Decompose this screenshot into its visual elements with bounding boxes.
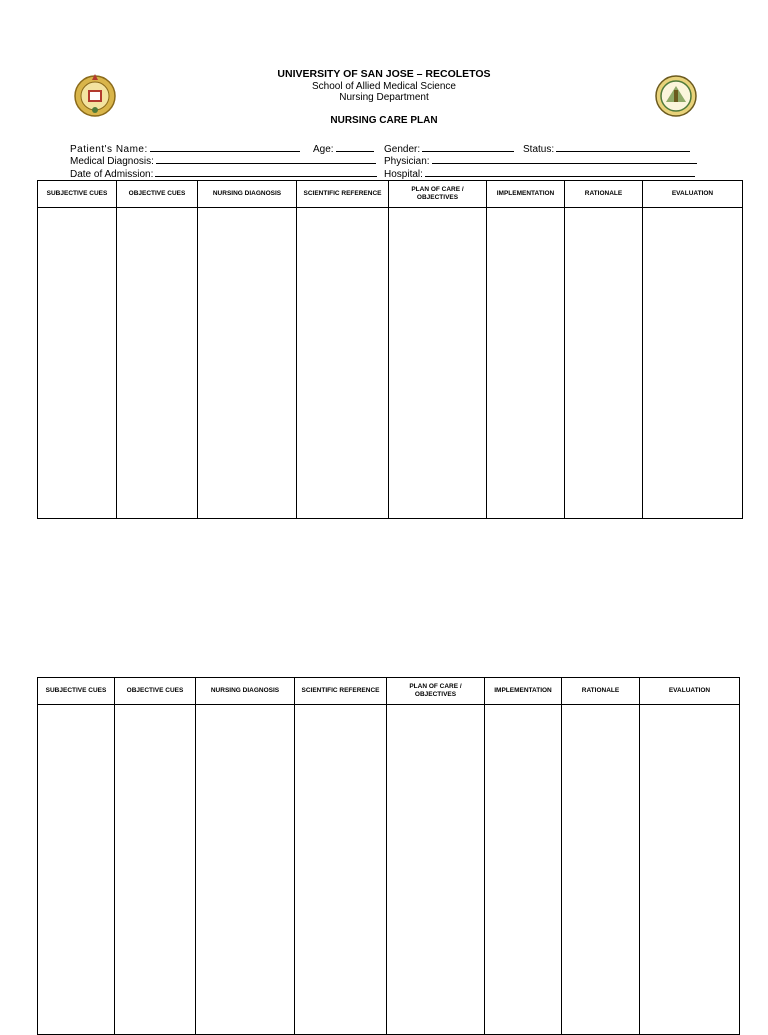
- nursing-diagnosis-cell[interactable]: [196, 705, 295, 1035]
- implementation-cell[interactable]: [487, 208, 565, 519]
- col-plan-of-care: PLAN OF CARE / OBJECTIVES: [389, 181, 487, 208]
- table-2-body-row: [38, 705, 740, 1035]
- col-evaluation: EVALUATION: [643, 181, 743, 208]
- physician-line[interactable]: [432, 154, 697, 164]
- care-plan-table-1: [37, 180, 743, 519]
- nursing-diagnosis-cell[interactable]: [198, 208, 297, 519]
- col-subjective-cues: SUBJECTIVE CUES: [38, 678, 115, 705]
- col-implementation: IMPLEMENTATION: [487, 181, 565, 208]
- col-scientific-reference: SCIENTIFIC REFERENCE: [295, 678, 387, 705]
- rationale-cell[interactable]: [562, 705, 640, 1035]
- table-1-body-row: [38, 208, 743, 519]
- plan-of-care-cell[interactable]: [389, 208, 487, 519]
- institution-name: UNIVERSITY OF SAN JOSE – RECOLETOS: [277, 68, 491, 80]
- gender-line[interactable]: [422, 142, 514, 152]
- plan-of-care-cell[interactable]: [387, 705, 485, 1035]
- date-of-admission-label: Date of Admission:: [70, 169, 154, 180]
- subjective-cues-cell[interactable]: [38, 705, 115, 1035]
- form-title: NURSING CARE PLAN: [330, 115, 438, 126]
- col-nursing-diagnosis: NURSING DIAGNOSIS: [198, 181, 297, 208]
- col-subjective-cues: SUBJECTIVE CUES: [38, 181, 117, 208]
- evaluation-cell[interactable]: [643, 208, 743, 519]
- physician-field[interactable]: [384, 154, 697, 167]
- gender-label: Gender:: [384, 144, 421, 155]
- hospital-label: Hospital:: [384, 169, 423, 180]
- col-implementation: IMPLEMENTATION: [485, 678, 562, 705]
- col-nursing-diagnosis: NURSING DIAGNOSIS: [196, 678, 295, 705]
- hospital-line[interactable]: [425, 167, 695, 177]
- medical-diagnosis-field[interactable]: [70, 154, 376, 167]
- col-rationale: RATIONALE: [565, 181, 643, 208]
- col-plan-of-care: PLAN OF CARE / OBJECTIVES: [387, 678, 485, 705]
- col-objective-cues: OBJECTIVE CUES: [117, 181, 198, 208]
- medical-diagnosis-line[interactable]: [156, 154, 376, 164]
- col-scientific-reference: SCIENTIFIC REFERENCE: [297, 181, 389, 208]
- age-line[interactable]: [336, 142, 374, 152]
- table-1-header-row: [38, 181, 743, 208]
- department-name: Nursing Department: [339, 92, 429, 103]
- scientific-reference-cell[interactable]: [295, 705, 387, 1035]
- table-2-header-row: [38, 678, 740, 705]
- col-rationale: RATIONALE: [562, 678, 640, 705]
- implementation-cell[interactable]: [485, 705, 562, 1035]
- evaluation-cell[interactable]: [640, 705, 740, 1035]
- medical-diagnosis-label: Medical Diagnosis:: [70, 156, 154, 167]
- date-of-admission-line[interactable]: [155, 167, 377, 177]
- care-plan-table-2: [37, 677, 740, 1035]
- age-label: Age:: [313, 144, 334, 155]
- scientific-reference-cell[interactable]: [297, 208, 389, 519]
- status-label: Status:: [523, 144, 555, 155]
- subjective-cues-cell[interactable]: [38, 208, 117, 519]
- school-name: School of Allied Medical Science: [312, 81, 456, 92]
- date-of-admission-field[interactable]: [70, 167, 377, 180]
- rationale-cell[interactable]: [565, 208, 643, 519]
- col-objective-cues: OBJECTIVE CUES: [115, 678, 196, 705]
- patient-name-label: Patient's Name:: [70, 144, 148, 155]
- physician-label: Physician:: [384, 156, 430, 167]
- objective-cues-cell[interactable]: [117, 208, 198, 519]
- objective-cues-cell[interactable]: [115, 705, 196, 1035]
- status-line[interactable]: [556, 142, 690, 152]
- col-evaluation: EVALUATION: [640, 678, 740, 705]
- hospital-field[interactable]: [384, 167, 695, 180]
- patient-name-line[interactable]: [150, 142, 300, 152]
